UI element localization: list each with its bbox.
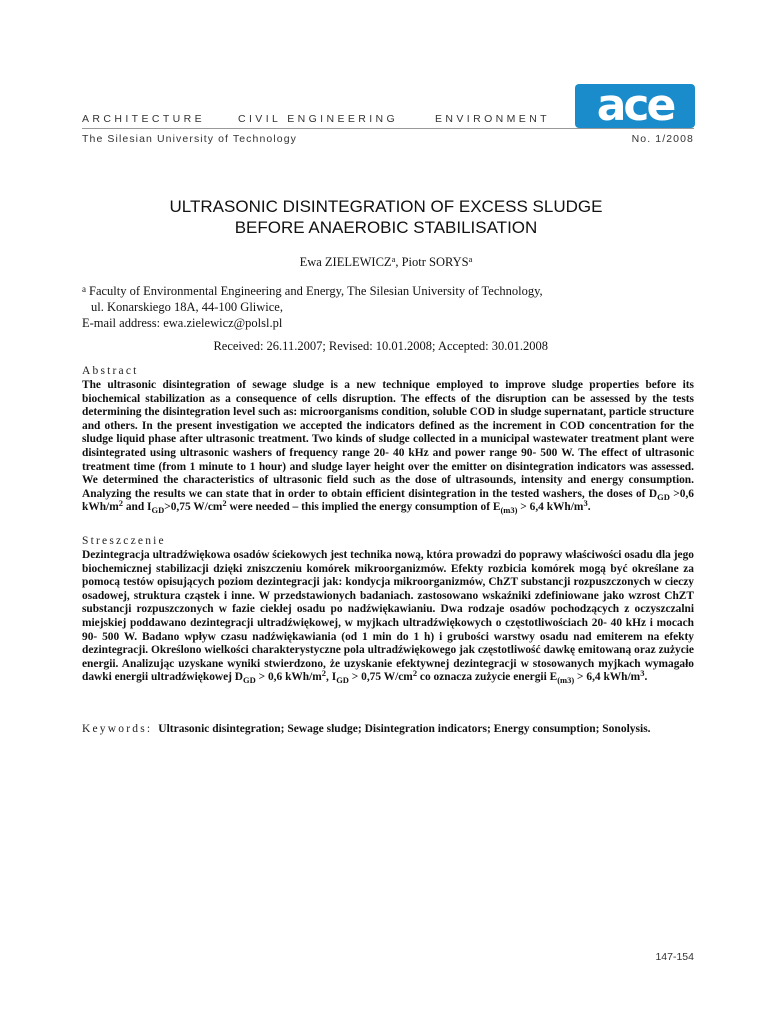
stresz-energy-text: co oznacza zużycie energii E xyxy=(417,671,558,684)
abstract-dose-value: >0,6 kWh/m xyxy=(82,487,695,514)
abstract-and-i: and I xyxy=(122,501,152,514)
streszczenie-heading: Streszczenie xyxy=(82,535,166,547)
author-1: Ewa ZIELEWICZ xyxy=(299,255,392,269)
stresz-i: , I xyxy=(326,671,337,684)
article-title xyxy=(84,196,688,238)
journal-logo xyxy=(575,84,695,128)
keywords-text: Ultrasonic disintegration; Sewage sludge; Disintegration indicators; Energy consumption; Sonolysis. xyxy=(158,723,651,735)
author-1-affil: a xyxy=(391,254,396,264)
abstract-sub-m3: (m3) xyxy=(500,505,518,516)
abstract-sup-3: 3 xyxy=(583,498,588,509)
affiliation-mark: a xyxy=(82,284,86,294)
stresz-sub-gd2: GD xyxy=(336,675,349,686)
journal-section-architecture: ARCHITECTURE xyxy=(82,113,206,125)
keywords-heading: Keywords: xyxy=(82,723,153,735)
page-range: 147-154 xyxy=(655,951,694,963)
authors xyxy=(84,255,688,270)
stresz-sub-m3: (m3) xyxy=(557,675,575,686)
abstract-heading: Abstract xyxy=(82,365,139,377)
abstract-sub-gd2: GD xyxy=(151,505,165,516)
journal-sections xyxy=(82,113,550,125)
stresz-sup-3: 3 xyxy=(640,668,645,679)
abstract-body xyxy=(82,379,694,515)
abstract-text: The ultrasonic disintegration of sewage sludge is a new technique employed to improve sludge properties before its biochemical stabilization as a consequence of cells disruption. The effects of the disruption can be assessed by the tests determining the disintegration level such as: microorganisms condition, soluble COD in sludge supernatant, particle structure and others. In the present investigation we accepted the indicators defined as the increment in COD concentration for the sludge liquid phase after ultrasonic treatment. Two kinds of sludge collected in a municipal wastewater treatment plant were disintegrated using ultrasonic washers of frequency range 20- 40 kHz and power range 90- 500 W. The effect of ultrasonic treatment time (from 1 minute to 1 hour) and sludge layer height over the emitter on disintegration indicators was assessed. We determined the characteristics of ultrasonic field such as the dose of ultrasounds, intensity and energy consumption. Analyzing the results we can state that in order to obtain efficient disintegration in the tested washers, the doses of D xyxy=(82,379,694,500)
stresz-sup-2b: 2 xyxy=(412,668,418,679)
abstract-sub-gd: GD xyxy=(657,491,670,502)
title-line-2: BEFORE ANAEROBIC STABILISATION xyxy=(234,218,538,237)
email-line[interactable]: E-mail address: ewa.zielewicz@polsl.pl xyxy=(82,316,283,330)
affiliation-line-1: Faculty of Environmental Engineering and Energy, The Silesian University of Technology, xyxy=(89,284,543,298)
logo-text: ace xyxy=(596,84,674,128)
article-dates xyxy=(82,339,694,354)
journal-section-civil-engineering: CIVIL ENGINEERING xyxy=(238,113,399,125)
issue-number: No. 1/2008 xyxy=(631,133,694,145)
stresz-intensity-value: > 0,75 W/cm xyxy=(348,671,413,684)
author-separator: , xyxy=(395,255,402,269)
stresz-period: . xyxy=(644,671,648,684)
abstract-intensity-value: >0,75 W/cm xyxy=(164,501,223,514)
dates-text: Received: 26.11.2007; Revised: 10.01.2008; Accepted: 30.01.2008 xyxy=(213,339,548,353)
university-name: The Silesian University of Technology xyxy=(82,133,298,145)
author-2: Piotr SORYS xyxy=(401,255,469,269)
abstract-period: . xyxy=(587,501,591,514)
affiliation-line-2: ul. Konarskiego 18A, 44-100 Gliwice, xyxy=(91,300,283,314)
title-line-1: ULTRASONIC DISINTEGRATION OF EXCESS SLUDGE xyxy=(169,197,603,216)
stresz-sup-2a: 2 xyxy=(321,668,327,679)
stresz-energy-value: > 6,4 kWh/m xyxy=(574,671,641,684)
abstract-energy-value: > 6,4 kWh/m xyxy=(517,501,584,514)
abstract-sup-2b: 2 xyxy=(222,498,227,509)
abstract-energy-text: were needed – this implied the energy consumption of E xyxy=(226,501,501,514)
stresz-dose-value: > 0,6 kWh/m xyxy=(255,671,322,684)
stresz-sub-gd: GD xyxy=(243,675,256,686)
abstract-sup-2a: 2 xyxy=(118,498,123,509)
author-2-affil: a xyxy=(468,254,473,264)
streszczenie-text: Dezintegracja ultradźwiękowa osadów ściekowych jest technika nową, która prowadzi do poprawy właściwości osadu dla jego biochemicznej stabilizacji dzięki zniszczeniu komórek mikroorganizmów. Efekty rozbicia komórek mogą być określane za pomocą testów opisujących poziom dezintegracji jak: kondycja mikroorganizmów, ChZT substancji rozpuszczonych w cieczy osadowej, struktura cząstek i inne. W przedstawionych badaniach. zastosowano wskaźniki zdefiniowane jako wzrost ChZT substancji rozpuszczonych w fazie ciekłej osadu po nadźwiękawianiu. Dwa rodzaje osadów pochodzących z oczyszczalni miejskiej poddawano dezintegracji ultradźwiękowej, w myjkach ultradźwiękowych o częstotliwościach 20- 40 kHz i mocach 90- 500 W. Badano wpływ czasu nadźwiękawiania (od 1 min do 1 h) i grubości warstwy osadu nad emiterem na efekty dezintegracji. Określono wielkości charakterystyczne pola ultradźwiękowego jak częstotliwość dawkę emitowaną oraz zużycie energii. Analizując uzyskane wyniki stwierdzono, że uzyskanie efektywnej dezintegracji w stosowanych myjkach wymagało dawki energii ultradźwiękowej D xyxy=(82,549,694,684)
header-divider xyxy=(82,128,694,129)
journal-section-environment: ENVIRONMENT xyxy=(435,113,550,125)
affiliation xyxy=(82,281,543,331)
keywords xyxy=(82,723,651,735)
streszczenie-body xyxy=(82,549,694,685)
